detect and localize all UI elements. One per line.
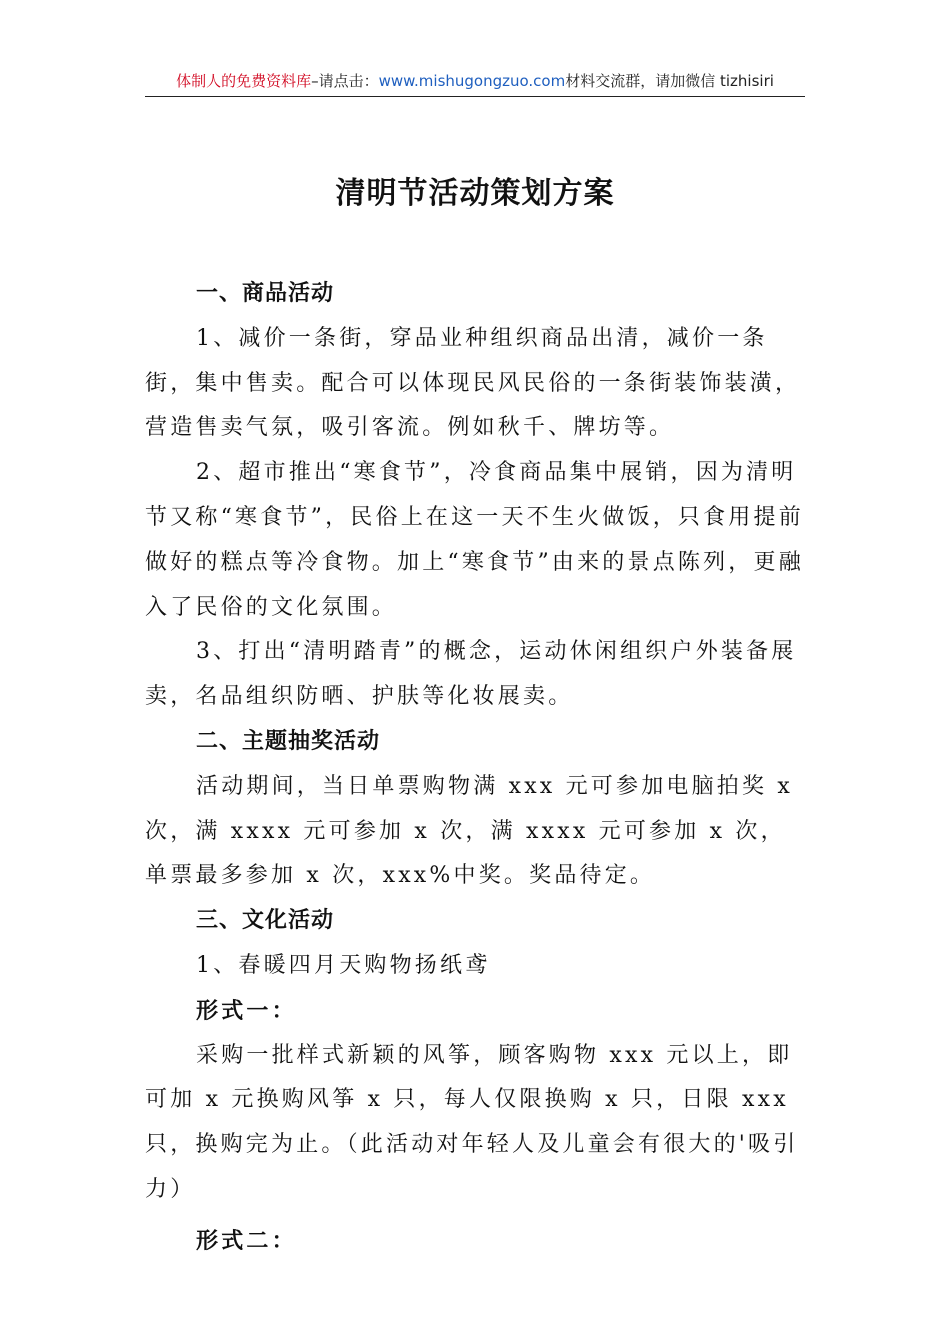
paragraph-culture-1: 1、春暖四月天购物扬纸鸢	[196, 952, 491, 978]
header-contact: 材料交流群，请加微信 tizhisiri	[565, 72, 774, 90]
paragraph-item-2: 2、超市推出“寒食节”，冷食商品集中展销，因为清明节又称“寒食节”，民俗上在这一天不生火做饭，只食用提前做好的糕点等冷食物。加上“寒食节”由来的景点陈列，更融入了民俗的文化氛围。	[145, 460, 804, 620]
paragraph-form-one: 采购一批样式新颖的风筝，顾客购物 xxx 元以上，即可加 x 元换购风筝 x 只，每人仅限换购 x 只，日限 xxx 只，换购完为止。（此活动对年轻人及儿童会有很大的'吸引力）	[145, 1042, 799, 1202]
paragraph-item-1: 1、减价一条街，穿品业种组织商品出清，减价一条街，集中售卖。配合可以体现民风民俗的一条街装饰装潢，营造售卖气氛，吸引客流。例如秋千、牌坊等。	[145, 325, 801, 441]
paragraph-item-3: 3、打出“清明踏青”的概念，运动休闲组织户外装备展卖，名品组织防晒、护肤等化妆展卖。	[145, 639, 797, 710]
section-heading-goods: 一、商品活动	[196, 281, 335, 306]
section-heading-culture: 三、文化活动	[196, 908, 335, 934]
header-banner	[145, 66, 805, 97]
document-title: 清明节活动策划方案	[335, 176, 615, 211]
header-click-prompt: –请点击：	[311, 72, 379, 90]
header-brand: 体制人的免费资料库	[176, 72, 312, 90]
subheading-form-one: 形式一：	[196, 997, 297, 1024]
section-heading-lottery: 二、主题抽奖活动	[196, 728, 381, 754]
header-url-link[interactable]: www.mishugongzuo.com	[378, 72, 566, 90]
paragraph-lottery: 活动期间，当日单票购物满 xxx 元可参加电脑拍奖 x 次，满 xxxx 元可参加 x 次，满 xxxx 元可参加 x 次，单票最多参加 x 次，xxx%中奖。奖品待定。	[145, 773, 794, 889]
document-body	[145, 272, 810, 1264]
subheading-form-two: 形式二：	[196, 1227, 297, 1254]
